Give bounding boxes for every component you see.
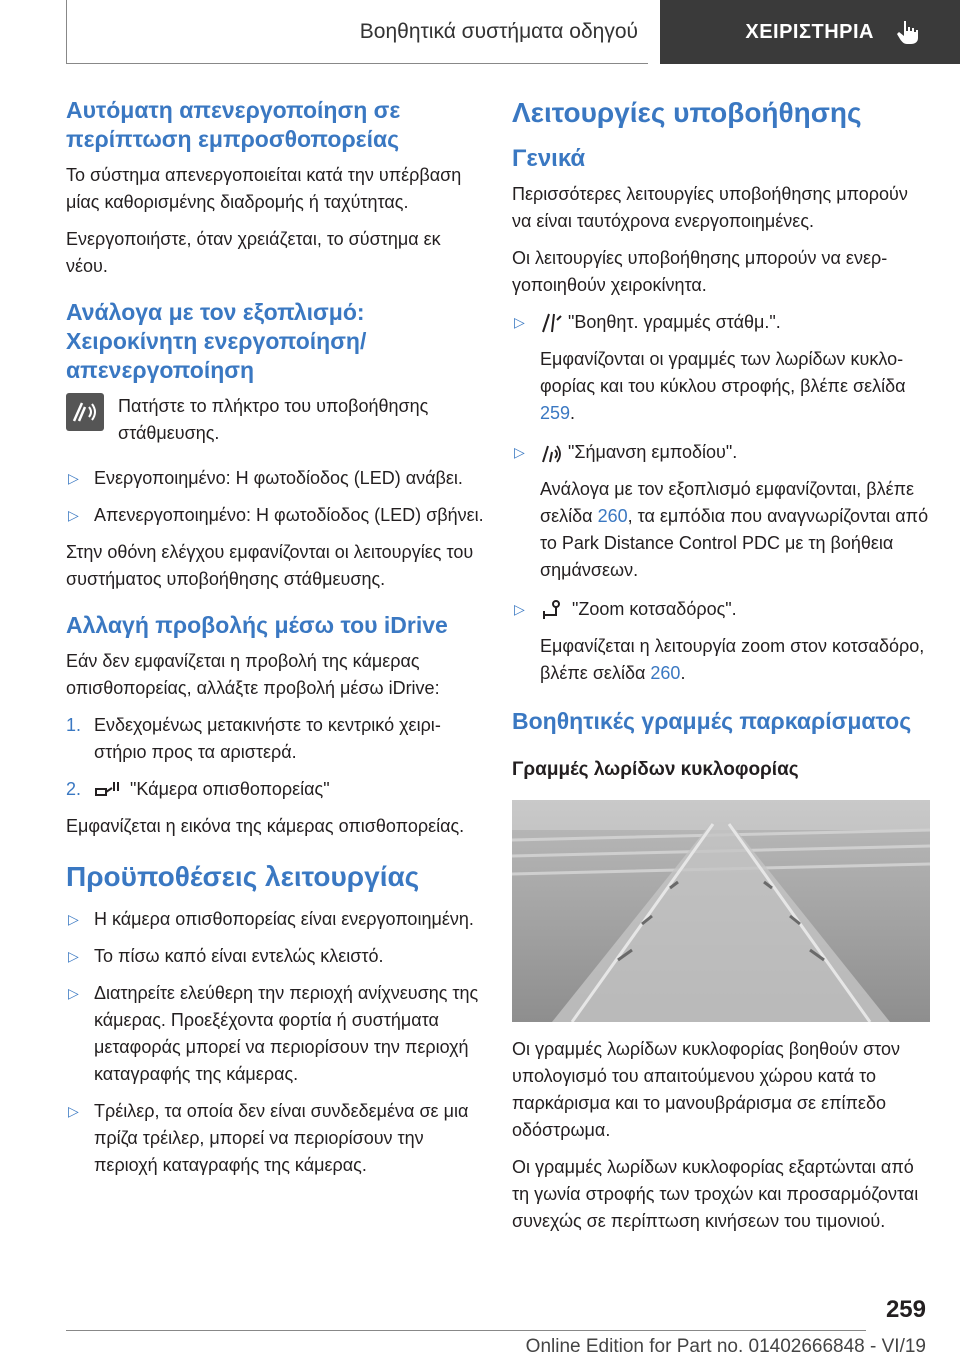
bullet: ▷ [68, 470, 79, 486]
step-number: 1. [66, 715, 82, 735]
bullet: ▷ [68, 1103, 79, 1119]
heading-general: Γενικά [512, 145, 586, 172]
bullet: ▷ [514, 444, 525, 460]
paragraph: Το σύστημα απενεργοποιείται κατά την υπέρβαση μίας καθορισμένης διαδρομής ή ταχύτητας. [66, 165, 462, 212]
footer-edition: Online Edition for Part no. 01402666848 - VI/19 [525, 1336, 926, 1357]
trailer-hitch-icon [540, 599, 566, 621]
heading-auto-deactivation: Αυτόματη απενεργοποίηση σε περίπτωση εμπροσθοπορείας [66, 97, 401, 152]
bullet: ▷ [68, 507, 79, 523]
chapter-tab [660, 0, 960, 64]
left-column [66, 96, 484, 1189]
paragraph: Περισσότερες λειτουργίες υποβοήθησης μπορούν να είναι ταυτόχρονα ενεργοποιημένες. [512, 184, 908, 231]
parking-assist-button-icon [66, 393, 104, 431]
list-item: ▷ Απενεργοποιημένο: Η φωτοδίοδος (LED) σβήνει. [66, 502, 484, 529]
list-item: ▷ Τρέιλερ, τα οποία δεν είναι συνδεδεμένα σε μια πρίζα τρέιλερ, μπορεί να περιορίσουν την περιοχή καταγραφής της κάμερας. [66, 1098, 484, 1179]
paragraph: Στην οθόνη ελέγχου εμφανίζονται οι λειτουργίες του συστήματος υποβοήθησης στάθμευσης. [66, 542, 474, 589]
paragraph: Εμφανίζεται η εικόνα της κάμερας οπισθοπορείας. [66, 816, 465, 836]
section-title: Βοηθητικά συστήματα οδηγού [66, 0, 648, 64]
button-instruction [66, 393, 484, 447]
item-description: Εμφανίζεται η λειτουργία zoom στον κοτσαδόρο, βλέπε σελίδα 260. [540, 636, 925, 683]
footer-divider [66, 1330, 866, 1331]
step-item: 1. Ενδεχομένως μετακινήστε το κεντρικό χειριστήριο προς τα αριστερά. [66, 712, 484, 766]
list-item: ▷ Το πίσω καπό είναι εντελώς κλειστό. [66, 943, 484, 970]
item-description: Ανάλογα με τον εξοπλισμό εμφανίζονται, βλέπε σελίδα 260, τα εμπόδια που αναγνωρίζονται από το Park Distance Control PDC με τη βοήθεια σημάνσεων. [540, 479, 929, 580]
chapter-tab-label: ΧΕΙΡΙΣΤΗΡΙΑ [745, 20, 874, 43]
paragraph: Οι γραμμές λωρίδων κυκλοφορίας εξαρτώνται από τη γωνία στροφής των τροχών και προσαρμόζονται συνεχώς σε περίπτωση κινήσεων του τιμονιού. [512, 1157, 919, 1231]
list-item: ▷ "Zoom κοτσαδόρος". [512, 596, 930, 623]
step-item: 2. "Κάμερα οπισθοπορείας" [66, 776, 484, 803]
paragraph: Οι λειτουργίες υποβοήθησης μπορούν να ενεργοποιηθούν χειροκίνητα. [512, 248, 888, 295]
hand-pointer-icon [894, 18, 922, 46]
right-column [512, 96, 930, 1245]
heading-parking-lines: Βοηθητικές γραμμές παρκαρίσματος [512, 708, 912, 734]
bullet: ▷ [514, 314, 525, 330]
item-description: Εμφανίζονται οι γραμμές των λωρίδων κυκλοφορίας και του κύκλου στροφής, βλέπε σελίδα 259. [540, 349, 906, 423]
heading-prerequisites: Προϋποθέσεις λειτουργίας [66, 861, 420, 892]
obstacle-marking-icon [540, 442, 562, 464]
page-number: 259 [885, 1296, 926, 1323]
list-item: ▷ "Σήμανση εμποδίου". [512, 439, 930, 466]
paragraph: Οι γραμμές λωρίδων κυκλοφορίας βοηθούν στον υπολογισμό του απαιτούμενου χώρου κατά το παρκάρισμα και το μανουβράρισμα σε επίπεδο οδόστρωμα. [512, 1039, 900, 1140]
step-number: 2. [66, 779, 82, 799]
heading-assist-functions: Λειτουργίες υποβοήθησης [512, 97, 862, 128]
bullet: ▷ [514, 601, 525, 617]
page-link[interactable]: 260 [650, 663, 681, 683]
heading-idrive-view: Αλλαγή προβολής μέσω του iDrive [66, 612, 448, 638]
page-link[interactable]: 259 [540, 403, 571, 423]
paragraph: Ενεργοποιήστε, όταν χρειάζεται, το σύστημα εκ νέου. [66, 229, 441, 276]
lane-lines-illustration [512, 800, 930, 1022]
list-item: ▷ Διατηρείτε ελεύθερη την περιοχή ανίχνευσης της κάμερας. Προεξέχοντα φορτία ή συστήματα μεταφοράς μπορεί να περιορίσουν την περιοχή καταγραφής της κάμερας. [66, 980, 484, 1088]
list-item: ▷ "Βοηθητ. γραμμές στάθμ.". [512, 309, 930, 336]
bullet: ▷ [68, 911, 79, 927]
paragraph: Εάν δεν εμφανίζεται η προβολή της κάμερας οπισθοπορείας, αλλάξτε προβολή μέσω iDrive: [66, 651, 440, 698]
rear-camera-icon [94, 779, 124, 801]
parking-lines-icon [540, 312, 562, 334]
bullet: ▷ [68, 948, 79, 964]
bullet: ▷ [68, 985, 79, 1001]
list-item: ▷ Η κάμερα οπισθοπορείας είναι ενεργοποιημένη. [66, 906, 484, 933]
button-instruction-text: Πατήστε το πλήκτρο του υποβοήθησης στάθμευσης. [118, 396, 429, 443]
page-link[interactable]: 260 [597, 506, 628, 526]
list-item: ▷ Ενεργοποιημένο: Η φωτοδίοδος (LED) ανάβει. [66, 465, 484, 492]
heading-lane-lines: Γραμμές λωρίδων κυκλοφορίας [512, 759, 799, 780]
heading-manual-activation: Ανάλογα με τον εξοπλισμό: Χειροκίνητη ενεργοποίηση/ απενεργοποίηση [66, 299, 367, 383]
